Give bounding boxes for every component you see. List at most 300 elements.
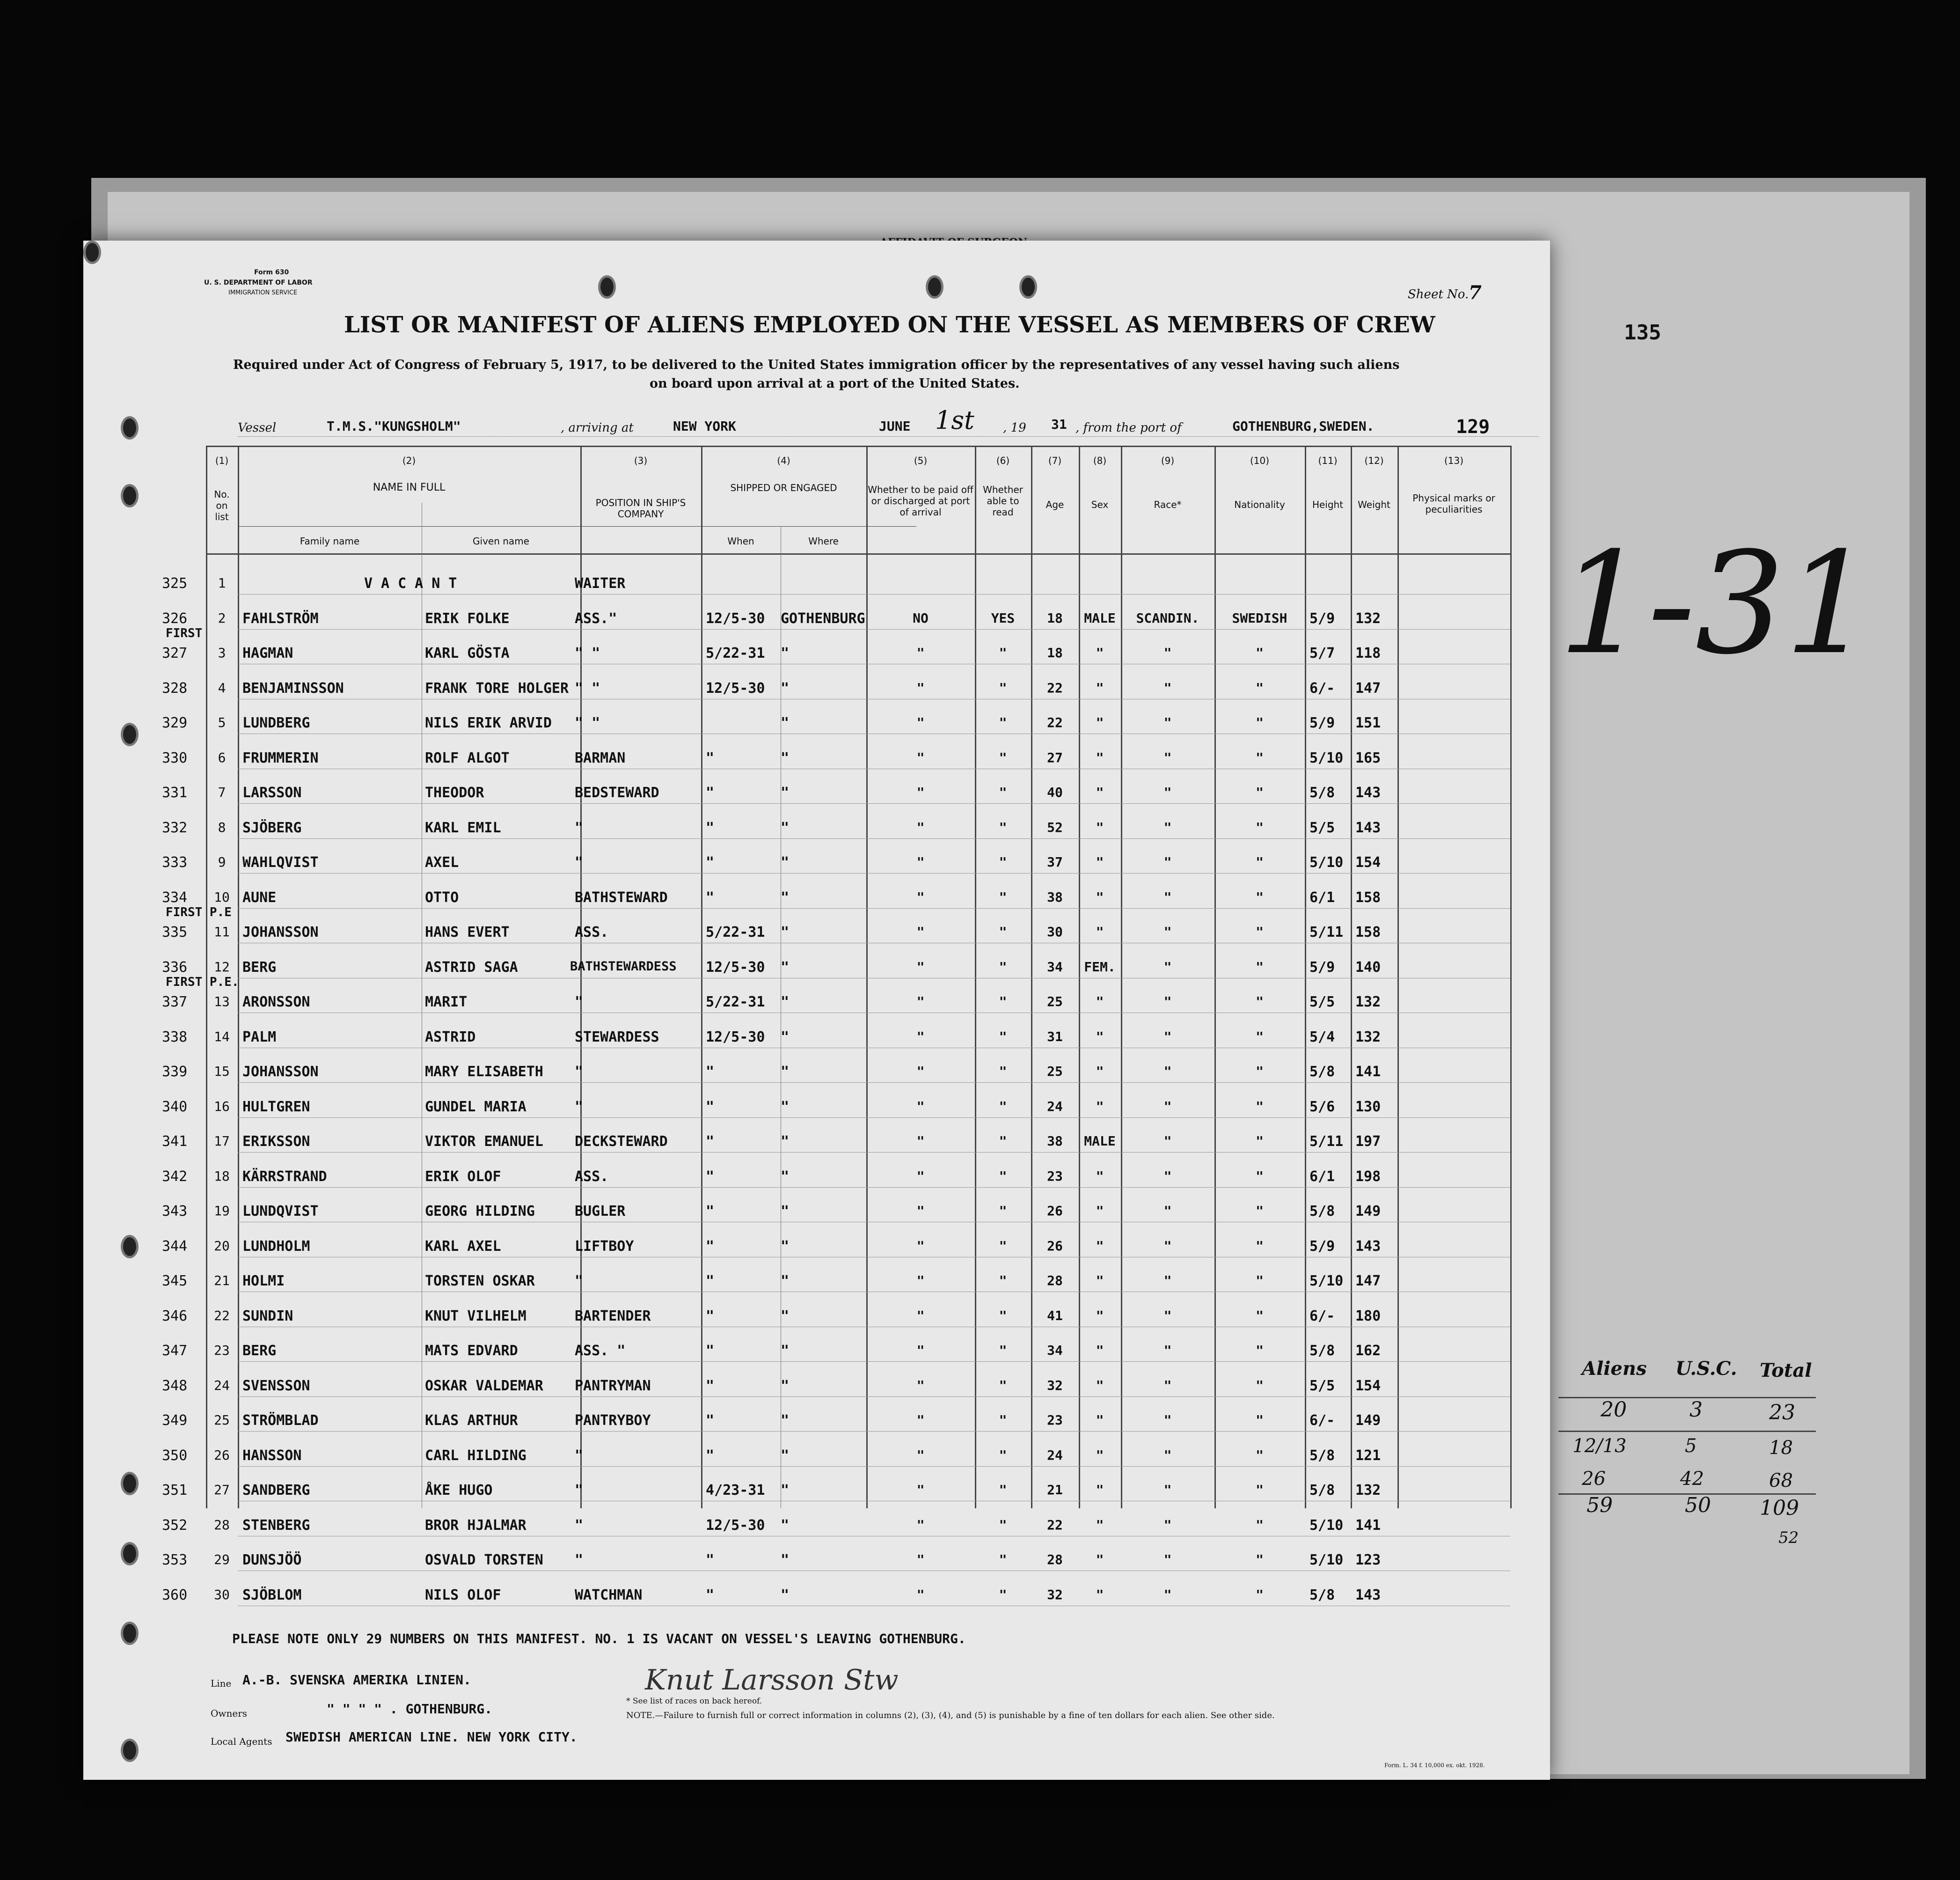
able-to-read: " <box>999 1343 1007 1358</box>
nationality: " <box>1256 715 1264 730</box>
weight: 130 <box>1355 1098 1381 1115</box>
races-note: * See list of races on back hereof. <box>626 1696 762 1706</box>
shipped-when: " <box>706 1168 715 1185</box>
position: DECKSTEWARD <box>575 1133 668 1150</box>
totals-cell: 109 <box>1760 1496 1799 1520</box>
weight: 141 <box>1355 1517 1381 1534</box>
shipped-when: 5/22-31 <box>706 994 765 1010</box>
row-ref-number: 325 <box>162 575 188 592</box>
col-header-paid-off: Whether to be paid off or discharged at port of arrival <box>868 484 973 518</box>
row-rule <box>238 908 1510 909</box>
able-to-read: " <box>999 1168 1007 1184</box>
shipped-when: " <box>706 1307 715 1324</box>
age: 23 <box>1047 1168 1063 1184</box>
position: " <box>575 1447 584 1464</box>
given-name: HANS EVERT <box>425 924 510 940</box>
col-num: (10) <box>1250 455 1270 466</box>
shipped-when: " <box>706 1447 715 1464</box>
paid-off: " <box>916 1447 925 1463</box>
paid-off: " <box>916 1552 925 1567</box>
totals-header-aliens: Aliens <box>1582 1358 1647 1380</box>
manifest-subtitle-1: Required under Act of Congress of February 5, 1917, to be delivered to the United States immigration officer by the representatives of any vessel having such aliens <box>233 358 1400 372</box>
family-name: FAHLSTRÖM <box>242 610 319 627</box>
height: 5/11 <box>1309 1133 1344 1150</box>
race: " <box>1163 1203 1172 1219</box>
sex: " <box>1096 1098 1104 1114</box>
row-number: 24 <box>214 1377 230 1393</box>
paid-off: " <box>916 645 925 661</box>
col-header-race: Race* <box>1154 499 1182 510</box>
paid-off: " <box>916 924 925 940</box>
paid-off: NO <box>913 610 929 626</box>
row-number: 21 <box>214 1273 230 1288</box>
paid-off: " <box>916 819 925 835</box>
given-name: OTTO <box>425 889 459 906</box>
given-name: VIKTOR EMANUEL <box>425 1133 543 1150</box>
totals-cell: 68 <box>1769 1470 1793 1491</box>
given-name: GUNDEL MARIA <box>425 1098 527 1115</box>
height: 6/1 <box>1309 1168 1335 1185</box>
able-to-read: " <box>999 1098 1007 1114</box>
totals-cell: 26 <box>1582 1468 1606 1490</box>
department-label: U. S. DEPARTMENT OF LABOR <box>204 279 313 286</box>
paid-off: " <box>916 1168 925 1184</box>
race: " <box>1163 1482 1172 1498</box>
able-to-read: " <box>999 1447 1007 1463</box>
position: BATHSTEWARDESS <box>570 959 677 974</box>
shipped-when: " <box>706 1273 715 1289</box>
nationality: " <box>1256 889 1264 905</box>
row-number: 9 <box>218 854 226 870</box>
nationality: " <box>1256 1133 1264 1149</box>
position: BARTENDER <box>575 1307 651 1324</box>
given-name: OSKAR VALDEMAR <box>425 1377 543 1394</box>
position: ASS. " <box>575 1343 626 1359</box>
shipped-when: " <box>706 1238 715 1255</box>
given-name: MARIT <box>425 994 468 1010</box>
shipped-when: " <box>706 1377 715 1394</box>
totals-box <box>1558 1358 1821 1526</box>
weight: 158 <box>1355 889 1381 906</box>
sex: " <box>1096 1552 1104 1567</box>
position: " <box>575 1273 584 1289</box>
col-num: (4) <box>777 455 790 466</box>
col-header-where: Where <box>808 536 839 547</box>
nationality: " <box>1256 1098 1264 1114</box>
position: " <box>575 1517 584 1534</box>
age: 28 <box>1047 1552 1063 1567</box>
paid-off: " <box>916 1133 925 1149</box>
row-rule <box>238 1152 1510 1153</box>
height: 5/10 <box>1309 749 1344 766</box>
position: " <box>575 819 584 836</box>
shipped-where: " <box>781 819 790 836</box>
given-name: THEODOR <box>425 785 484 801</box>
age: 26 <box>1047 1203 1063 1219</box>
family-name: ERIKSSON <box>242 1133 310 1150</box>
col-header-nationality: Nationality <box>1234 499 1285 510</box>
able-to-read: " <box>999 785 1007 800</box>
paid-off: " <box>916 749 925 765</box>
nationality: " <box>1256 1168 1264 1184</box>
age: 24 <box>1047 1098 1063 1114</box>
position: BATHSTEWARD <box>575 889 668 906</box>
family-name: BERG <box>242 1343 277 1359</box>
given-name: NILS ERIK ARVID <box>425 715 552 731</box>
age: 21 <box>1047 1482 1063 1498</box>
age: 27 <box>1047 749 1063 765</box>
family-name: JOHANSSON <box>242 1064 319 1080</box>
age: 26 <box>1047 1238 1063 1254</box>
nationality: " <box>1256 1517 1264 1533</box>
shipped-when: " <box>706 1133 715 1150</box>
weight: 143 <box>1355 819 1381 836</box>
able-to-read: " <box>999 1552 1007 1567</box>
race: " <box>1163 1586 1172 1602</box>
manifest-table <box>83 241 1550 1780</box>
age: 32 <box>1047 1586 1063 1602</box>
family-name: FRUMMERIN <box>242 749 319 766</box>
height: 5/8 <box>1309 1343 1335 1359</box>
paid-off: " <box>916 1028 925 1044</box>
row-number: 7 <box>218 785 226 800</box>
given-name: TORSTEN OSKAR <box>425 1273 535 1289</box>
race: " <box>1163 1273 1172 1288</box>
family-name: STRÖMBLAD <box>242 1412 319 1429</box>
paid-off: " <box>916 994 925 1009</box>
height: 6/- <box>1309 1412 1335 1429</box>
position: " <box>575 1098 584 1115</box>
row-number: 12 <box>214 959 230 975</box>
race: " <box>1163 854 1172 870</box>
position: " " <box>575 715 600 731</box>
able-to-read: " <box>999 994 1007 1009</box>
nationality: " <box>1256 1343 1264 1358</box>
shipped-when: " <box>706 889 715 906</box>
position: WATCHMAN <box>575 1586 643 1603</box>
row-ref-number: 349 <box>162 1412 188 1429</box>
paid-off: " <box>916 785 925 800</box>
sheet-no-label: Sheet No. <box>1408 287 1469 301</box>
weight: 158 <box>1355 924 1381 940</box>
paid-off: " <box>916 1273 925 1288</box>
row-ref-number: 328 <box>162 680 188 697</box>
row-number: 1 <box>218 575 226 591</box>
position: " <box>575 994 584 1010</box>
given-name: GEORG HILDING <box>425 1203 535 1219</box>
given-name: ROLF ALGOT <box>425 749 510 766</box>
paid-off: " <box>916 715 925 730</box>
age: 22 <box>1047 680 1063 696</box>
shipped-when: " <box>706 1412 715 1429</box>
weight: 154 <box>1355 854 1381 871</box>
row-ref-number: 348 <box>162 1377 188 1394</box>
sex: " <box>1096 645 1104 661</box>
row-number: 30 <box>214 1586 230 1602</box>
paid-off: " <box>916 959 925 975</box>
race: " <box>1163 1028 1172 1044</box>
sex: " <box>1096 715 1104 730</box>
family-name: HULTGREN <box>242 1098 310 1115</box>
row-number: 29 <box>214 1552 230 1567</box>
weight: 165 <box>1355 749 1381 766</box>
paid-off: " <box>916 854 925 870</box>
weight: 149 <box>1355 1203 1381 1219</box>
row-ref-number: 336 <box>162 959 188 976</box>
weight: 118 <box>1355 645 1381 661</box>
height: 5/10 <box>1309 1273 1344 1289</box>
arrival-year: 31 <box>1051 417 1067 432</box>
line-value: A.-B. SVENSKA AMERIKA LINIEN. <box>242 1672 471 1688</box>
able-to-read: " <box>999 715 1007 730</box>
weight: 149 <box>1355 1412 1381 1429</box>
race: " <box>1163 889 1172 905</box>
given-name: BROR HJALMAR <box>425 1517 527 1534</box>
given-name: ERIK FOLKE <box>425 610 510 627</box>
nationality: " <box>1256 1064 1264 1079</box>
totals-cell: 3 <box>1689 1398 1703 1422</box>
weight: 132 <box>1355 994 1381 1010</box>
penalty-note: NOTE.—Failure to furnish full or correct information in columns (2), (3), (4), and (5) is punishable by a fine of ten dollars for each alien. See other side. <box>626 1711 1275 1720</box>
col-num: (3) <box>634 455 648 466</box>
paid-off: " <box>916 1586 925 1602</box>
nationality: " <box>1256 645 1264 661</box>
col-header-position: POSITION IN SHIP'S COMPANY <box>595 497 686 520</box>
year-prefix: , 19 <box>1003 421 1026 435</box>
shipped-where: " <box>781 645 790 661</box>
position: " " <box>575 645 600 661</box>
sex: " <box>1096 1064 1104 1079</box>
row-number: 5 <box>218 715 226 730</box>
sex: FEM. <box>1084 959 1116 975</box>
owners-value: " " " " . GOTHENBURG. <box>327 1701 493 1717</box>
able-to-read: " <box>999 854 1007 870</box>
sex: " <box>1096 1517 1104 1533</box>
age: 37 <box>1047 854 1063 870</box>
family-name: SUNDIN <box>242 1307 293 1324</box>
height: 5/10 <box>1309 854 1344 871</box>
col-num: (2) <box>402 455 416 466</box>
col-header-no: No. on list <box>214 489 230 522</box>
given-name: AXEL <box>425 854 459 871</box>
age: 18 <box>1047 645 1063 661</box>
position: " <box>575 854 584 871</box>
row-ref-number: 335 <box>162 924 188 940</box>
race: " <box>1163 1238 1172 1254</box>
race: " <box>1163 680 1172 696</box>
margin-note: FIRST <box>166 626 203 640</box>
nationality: " <box>1256 1203 1264 1219</box>
family-name: LUNDQVIST <box>242 1203 319 1219</box>
col-header-height: Height <box>1312 499 1344 510</box>
family-name: JOHANSSON <box>242 924 319 940</box>
row-rule <box>238 873 1510 874</box>
shipped-where: " <box>781 1343 790 1359</box>
family-name: HAGMAN <box>242 645 293 661</box>
agents-label: Local Agents <box>211 1736 272 1747</box>
shipped-when: 12/5-30 <box>706 610 765 627</box>
col-num: (13) <box>1444 455 1464 466</box>
paid-off: " <box>916 1238 925 1254</box>
shipped-when: 12/5-30 <box>706 1517 765 1534</box>
race: " <box>1163 1133 1172 1149</box>
position: " <box>575 1482 584 1498</box>
signature: Knut Larsson Stw <box>645 1664 899 1696</box>
col-header-weight: Weight <box>1358 499 1390 510</box>
family-name: HOLMI <box>242 1273 285 1289</box>
nationality: " <box>1256 1552 1264 1567</box>
sex: " <box>1096 1412 1104 1428</box>
sex: " <box>1096 889 1104 905</box>
able-to-read: " <box>999 1412 1007 1428</box>
family-name: LARSSON <box>242 785 302 801</box>
shipped-when: 12/5-30 <box>706 1028 765 1045</box>
row-number: 2 <box>218 610 226 626</box>
race: " <box>1163 1412 1172 1428</box>
sex: " <box>1096 785 1104 800</box>
weight: 198 <box>1355 1168 1381 1185</box>
manifest-subtitle-2: on board upon arrival at a port of the United States. <box>650 376 1020 391</box>
paid-off: " <box>916 1412 925 1428</box>
weight: 151 <box>1355 715 1381 731</box>
weight: 197 <box>1355 1133 1381 1150</box>
weight: 147 <box>1355 680 1381 697</box>
paid-off: " <box>916 1203 925 1219</box>
row-ref-number: 332 <box>162 819 188 836</box>
col-num: (9) <box>1161 455 1175 466</box>
nationality: " <box>1256 959 1264 975</box>
sex: " <box>1096 1377 1104 1393</box>
shipped-when: 12/5-30 <box>706 959 765 976</box>
weight: 143 <box>1355 1238 1381 1255</box>
paid-off: " <box>916 1343 925 1358</box>
race: " <box>1163 749 1172 765</box>
shipped-where: " <box>781 1517 790 1534</box>
shipped-where: " <box>781 1412 790 1429</box>
totals-cell: 42 <box>1680 1468 1704 1490</box>
col-num: (7) <box>1048 455 1062 466</box>
col-header-sex: Sex <box>1091 499 1109 510</box>
nationality: " <box>1256 1377 1264 1393</box>
col-header-age: Age <box>1046 499 1064 510</box>
given-name: CARL HILDING <box>425 1447 527 1464</box>
race: " <box>1163 645 1172 661</box>
age: 25 <box>1047 1064 1063 1079</box>
race: " <box>1163 1377 1172 1393</box>
family-name: LUNDBERG <box>242 715 310 731</box>
paid-off: " <box>916 1482 925 1498</box>
given-name: KARL GÖSTA <box>425 645 510 661</box>
able-to-read: " <box>999 1307 1007 1323</box>
row-ref-number: 343 <box>162 1203 188 1219</box>
row-ref-number: 350 <box>162 1447 188 1464</box>
shipped-where: " <box>781 1133 790 1150</box>
paid-off: " <box>916 889 925 905</box>
row-number: 16 <box>214 1098 230 1114</box>
row-ref-number: 340 <box>162 1098 188 1115</box>
col-num: (12) <box>1364 455 1384 466</box>
paid-off: " <box>916 1098 925 1114</box>
height: 5/11 <box>1309 924 1344 940</box>
position: BUGLER <box>575 1203 626 1219</box>
row-rule <box>238 1361 1510 1362</box>
row-rule <box>238 629 1510 630</box>
sex: " <box>1096 1273 1104 1288</box>
row-rule <box>238 1082 1510 1083</box>
race: " <box>1163 1307 1172 1323</box>
col-header-shipped: SHIPPED OR ENGAGED <box>730 482 837 493</box>
age: 25 <box>1047 994 1063 1009</box>
sex: " <box>1096 994 1104 1009</box>
position: ASS. <box>575 924 609 940</box>
shipped-when: " <box>706 819 715 836</box>
race: " <box>1163 959 1172 975</box>
col-header-name: NAME IN FULL <box>373 482 446 493</box>
shipped-when: " <box>706 749 715 766</box>
top-number: 135 <box>1624 321 1661 345</box>
age: 41 <box>1047 1307 1063 1323</box>
row-ref-number: 347 <box>162 1343 188 1359</box>
totals-cell: 59 <box>1587 1493 1613 1517</box>
col-num: (6) <box>996 455 1010 466</box>
vessel-name: T.M.S."KUNGSHOLM" <box>327 419 461 434</box>
able-to-read: " <box>999 1028 1007 1044</box>
age: 52 <box>1047 819 1063 835</box>
race: " <box>1163 785 1172 800</box>
race: " <box>1163 1064 1172 1079</box>
position: STEWARDESS <box>575 1028 659 1045</box>
height: 5/8 <box>1309 1586 1335 1603</box>
row-number: 25 <box>214 1412 230 1428</box>
sex: " <box>1096 924 1104 940</box>
shipped-where: " <box>781 889 790 906</box>
race: " <box>1163 1517 1172 1533</box>
row-number: 28 <box>214 1517 230 1533</box>
able-to-read: " <box>999 1133 1007 1149</box>
position: PANTRYMAN <box>575 1377 651 1394</box>
shipped-where: " <box>781 1098 790 1115</box>
col-header-given: Given name <box>473 536 529 547</box>
height: 5/8 <box>1309 1064 1335 1080</box>
family-name: BENJAMINSSON <box>242 680 344 697</box>
sex: " <box>1096 1028 1104 1044</box>
row-ref-number: 351 <box>162 1482 188 1498</box>
height: 5/5 <box>1309 994 1335 1010</box>
totals-cell: 23 <box>1769 1401 1795 1425</box>
shipped-where: GOTHENBURG <box>781 610 865 627</box>
shipped-when: " <box>706 785 715 801</box>
family-name: STENBERG <box>242 1517 310 1534</box>
row-number: 18 <box>214 1168 230 1184</box>
given-name: MATS EDVARD <box>425 1343 518 1359</box>
family-name: ARONSSON <box>242 994 310 1010</box>
margin-note: FIRST P.E <box>166 905 232 919</box>
able-to-read: YES <box>991 610 1015 626</box>
from-label: , from the port of <box>1075 421 1182 435</box>
row-number: 10 <box>214 889 230 905</box>
race: " <box>1163 715 1172 730</box>
row-rule <box>238 1187 1510 1188</box>
shipped-where: " <box>781 1238 790 1255</box>
given-name: FRANK TORE HOLGER <box>425 680 569 697</box>
position: BEDSTEWARD <box>575 785 659 801</box>
shipped-where: " <box>781 854 790 871</box>
height: 6/- <box>1309 1307 1335 1324</box>
race: " <box>1163 1447 1172 1463</box>
weight: 132 <box>1355 1482 1381 1498</box>
row-rule <box>238 1466 1510 1467</box>
shipped-when: 4/23-31 <box>706 1482 765 1498</box>
